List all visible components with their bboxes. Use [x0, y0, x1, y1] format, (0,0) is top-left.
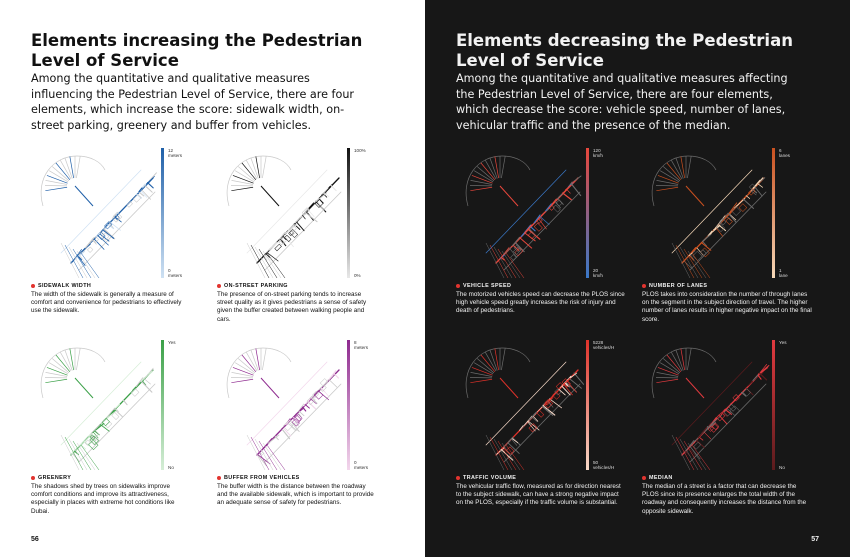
panel-median	[642, 340, 822, 525]
page-number: 56	[31, 536, 39, 543]
caption-body: The buffer width is the distance between the roadway and the available sidewalk, which is important to provide an adequate sense of safety for pedestrians.	[217, 483, 374, 507]
legend-gradient-bar	[586, 148, 589, 278]
page-number: 57	[811, 536, 819, 543]
caption-body: The presence of on-street parking tends to increase street quality as it gives pedestrians a sense of safety given the buffer created between walking people and cars.	[217, 291, 367, 323]
caption-heading	[642, 283, 707, 289]
traffic-volume-legend	[586, 340, 626, 470]
legend-max-label: Yes	[168, 340, 176, 345]
caption-heading	[642, 475, 673, 481]
legend-max-label: 8 meters	[354, 340, 369, 350]
legend-min-label: 0%	[354, 273, 361, 278]
red-bullet-icon	[217, 284, 221, 288]
legend-gradient-bar	[161, 340, 164, 470]
caption-heading	[217, 475, 300, 481]
median-legend	[772, 340, 812, 470]
legend-gradient-bar	[586, 340, 589, 470]
number-of-lanes-legend	[772, 148, 812, 278]
caption-heading-text: TRAFFIC VOLUME	[463, 475, 517, 481]
street-network-drawing	[456, 148, 586, 283]
legend-min-label: 50 vehicles/H	[593, 460, 615, 470]
caption-body: The shadows shed by trees on sidewalks improve comfort conditions and improve its attractiveness, especially in places with extreme hot conditions like Dubai.	[31, 483, 175, 515]
legend-max-label: 120 km/h	[593, 148, 603, 158]
buffer-from-vehicles-legend	[347, 340, 387, 470]
legend-min-label: No	[779, 465, 785, 470]
caption-body: The motorized vehicles speed can decrease the PLOS since high vehicle speed greatly increases the risk of injury and death of pedestrians.	[456, 291, 625, 315]
legend-max-label: 12 meters	[168, 148, 183, 158]
street-network-drawing	[31, 148, 161, 283]
legend-gradient-bar	[772, 148, 775, 278]
panel-buffer-from-vehicles	[217, 340, 397, 525]
vehicle-speed-legend	[586, 148, 626, 278]
legend-min-label: 0 meters	[354, 460, 369, 470]
panel-traffic-volume	[456, 340, 636, 525]
red-bullet-icon	[456, 284, 460, 288]
street-network-drawing	[642, 148, 772, 283]
caption-heading-text: BUFFER FROM VEHICLES	[224, 475, 300, 481]
red-bullet-icon	[31, 476, 35, 480]
street-network-drawing	[456, 340, 586, 475]
caption-heading	[456, 475, 516, 481]
red-bullet-icon	[217, 476, 221, 480]
caption-heading	[456, 283, 511, 289]
street-network-drawing	[642, 340, 772, 475]
right-page-intro: Among the quantitative and qualitative measures affecting the Pedestrian Level of Service, there are four elements, which decrease the score: vehicle speed, number of lanes, vehicular traffic and the presence of the median.	[456, 72, 788, 132]
legend-min-label: 20 km/h	[593, 268, 603, 278]
legend-gradient-bar	[161, 148, 164, 278]
on-street-parking-legend	[347, 148, 387, 278]
caption-heading-text: NUMBER OF LANES	[649, 283, 708, 289]
legend-min-label: 0 meters	[168, 268, 183, 278]
panel-vehicle-speed	[456, 148, 636, 333]
panel-number-of-lanes	[642, 148, 822, 333]
street-network-drawing	[31, 340, 161, 475]
caption-heading	[217, 283, 288, 289]
legend-gradient-bar	[347, 148, 350, 278]
legend-gradient-bar	[347, 340, 350, 470]
caption-body: PLOS takes into consideration the number of through lanes on the segment in the subject direction of travel. The higher number of lanes results in higher negative impact on the final score.	[642, 291, 812, 323]
legend-min-label: No	[168, 465, 174, 470]
red-bullet-icon	[642, 476, 646, 480]
caption-heading-text: ON-STREET PARKING	[224, 283, 288, 289]
right-page	[425, 0, 850, 557]
legend-max-label: 5228 vehicles/H	[593, 340, 615, 350]
caption-body: The vehicular traffic flow, measured as for direction nearest to the subject sidewalk, can have a strong negative impact on the PLOS, especially if the traffic volume is substantial.	[456, 483, 621, 507]
street-network-drawing	[217, 148, 347, 283]
legend-max-label: 100%	[354, 148, 366, 153]
greenery-legend	[161, 340, 201, 470]
legend-min-label: 1 lane	[779, 268, 788, 278]
legend-gradient-bar	[772, 340, 775, 470]
caption-heading-text: MEDIAN	[649, 475, 673, 481]
right-page-title: Elements decreasing the Pedestrian Level of Service	[456, 31, 793, 70]
caption-heading	[31, 475, 71, 481]
caption-body: The width of the sidewalk is generally a measure of comfort and convenience for pedestrians to effectively use the sidewalk.	[31, 291, 182, 315]
caption-heading-text: SIDEWALK WIDTH	[38, 283, 92, 289]
caption-heading	[31, 283, 91, 289]
panel-greenery	[31, 340, 211, 525]
sidewalk-width-legend	[161, 148, 201, 278]
red-bullet-icon	[31, 284, 35, 288]
legend-max-label: 6 lanes	[779, 148, 790, 158]
panel-on-street-parking	[217, 148, 397, 333]
caption-heading-text: GREENERY	[38, 475, 72, 481]
panel-sidewalk-width	[31, 148, 211, 333]
red-bullet-icon	[456, 476, 460, 480]
left-page-intro: Among the quantitative and qualitative measures influencing the Pedestrian Level of Service, there are four elements, which increase the score: sidewalk width, on-street parking, greenery and buffer from vehicles.	[31, 72, 355, 132]
caption-heading-text: VEHICLE SPEED	[463, 283, 512, 289]
red-bullet-icon	[642, 284, 646, 288]
street-network-drawing	[217, 340, 347, 475]
left-page-title: Elements increasing the Pedestrian Level of Service	[31, 31, 363, 70]
legend-max-label: Yes	[779, 340, 787, 345]
caption-body: The median of a street is a factor that can decrease the PLOS since its presence enlarges the total width of the roadway and consequently increases the distance from the opposite sidewalk.	[642, 483, 807, 515]
